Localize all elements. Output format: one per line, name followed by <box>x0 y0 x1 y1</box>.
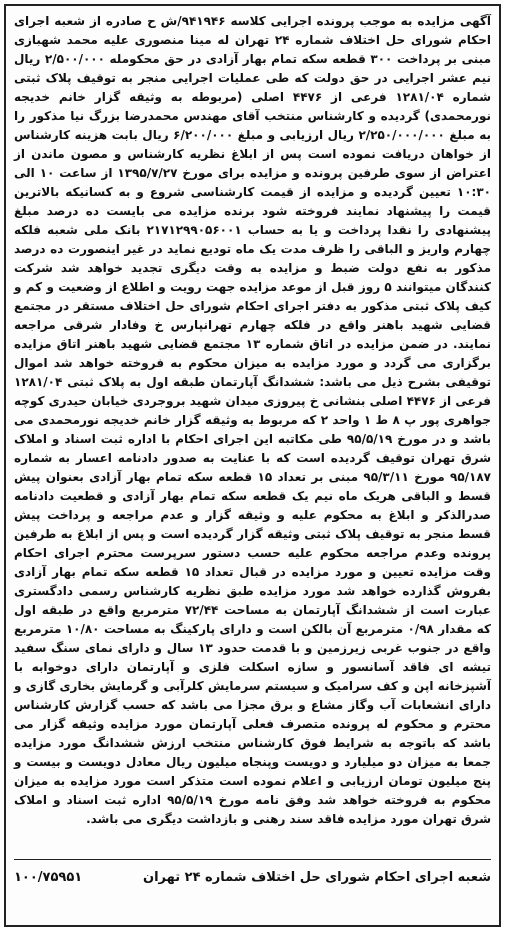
issuer-name: شعبه اجرای احکام شورای حل اختلاف شماره ۲۴ تهران <box>143 869 491 885</box>
notice-body-text: آگهی مزایده به موجب پرونده اجرایی کلاسه ۹۴۱۹۴۶/ش ح صادره از شعبه اجرای احکام شورای حل اختلاف شماره ۲۴ تهران له مینا منصوری علیه محمد شهبازی مبنی بر پرداخت ۳۰۰ قطعه سکه تمام بهار آزادی در حق محکومله ۲/۵۰۰/۰۰۰ ریال نیم عشر اجرایی در حق دولت که طی عملیات اجرایی منجر به توقیف پلاک ثبتی شماره ۱۲۸۱/۰۴ فرعی از ۴۴۷۶ اصلی (مربوطه به وثیقه گزار خانم خدیجه نورمحمدی) گردیده و کارشناس منتخب آقای مهندس محمدرضا بزرگ نیا مذکور را به مبلغ ۲/۲۵۰/۰۰۰/۰۰۰ ریال ارزیابی و مبلغ ۶/۲۰۰/۰۰۰ ریال بابت هزینه کارشناس از خواهان دریافت نموده است پس از ابلاغ نظریه کارشناس و مصون ماندن از اعتراض از سوی طرفین پرونده و مزایده برای مورخ ۱۳۹۵/۷/۲۷ از ساعت ۱۰ الی ۱۰:۳۰ تعیین گردیده و مزایده از قیمت کارشناسی شروع و به کسانیکه بالاترین قیمت را پیشنهاد نمایند فروخته شود برنده مزایده می بایست ده درصد مبلغ پیشنهادی را نقدا پرداخت و یا به حساب ۲۱۷۱۲۹۹۰۵۶۰۰۱ بانک ملی شعبه فلکه چهارم واریز و الباقی را ظرف مدت یک ماه تودیع نماید در غیر اینصورت ده درصد مذکور به نفع دولت ضبط و مزایده به وقت دیگری تجدید خواهد شد شرکت کنندگان میتوانند ۵ روز قبل از موعد مزایده جهت رویت و اطلاع از وضعیت و کم و کیف پلاک ثبتی مذکور به دفتر اجرای احکام شورای حل اختلاف مستقر در مجتمع قضایی شهید باهنر واقع در فلکه چهارم تهرانپارس خ وفادار شرقی مراجعه نمایند. در ضمن مزایده در اتاق شماره ۱۳ مجتمع قضایی شهید باهنر اتاق مزایده برگزاری می گردد و مورد مزایده به میزان محکوم به فروخته خواهد شد اموال توقیفی بشرح ذیل می باشد: ششدانگ آپارتمان طبقه اول به پلاک ثبتی ۱۲۸۱/۰۴ فرعی از ۴۴۷۶ اصلی بنشانی خ پیروزی میدان شهید بروجردی خیابان حیدری کوچه جواهری پور پ ۸ ط ۱ واحد ۲ که مربوط به وثیقه گزار خانم خدیجه نورمحمدی می باشد و در مورخ ۹۵/۵/۱۹ طی مکاتبه این اجرای احکام با اداره ثبت اسناد و املاک شرق تهران توقیف گردیده است که با عنایت به صدور دادنامه اعسار به شماره ۹۵/۱۸۷ مورخ ۹۵/۳/۱۱ مبنی بر تعداد ۱۵ قطعه سکه تمام بهار آزادی بعنوان پیش قسط و الباقی هریک ماه نیم یک قطعه سکه تمام بهار آزادی و قطعیت دادنامه صدرالذکر و ابلاغ به محکوم علیه و وثیقه گزار و عدم مراجعه و پرداخت پیش قسط منجر به توقیف پلاک ثبتی وثیقه گزار گردیده است و پس از ابلاغ به طرفین پرونده وعدم مراجعه محکوم علیه حسب دستور سرپرست محترم اجرای احکام وقت مزایده تعیین و مورد مزایده در قبال تعداد ۱۵ قطعه سکه تمام بهار آزادی بفروش گذارده خواهد شد مورد مزایده طبق نظریه کارشناس رسمی دادگستری عبارت است از ششدانگ آپارتمان به مساحت ۷۲/۴۴ مترمربع واقع در طبقه اول که مقدار ۰/۹۸ مترمربع آن بالکن است و دارای پارکینگ به مساحت ۱۰/۸۰ مترمربع واقع در جنوب غربی زیرزمین و با قدمت حدود ۱۳ سال و دارای نمای سنگ سفید تیشه ای فاقد آسانسور و سازه اسکلت فلزی و آپارتمان دارای دوخوابه با آشپزخانه اپن و کف سرامیک و سیستم سرمایش کلرآبی و گرمایش بخاری گازی و دارای انشعابات آب وگاز مشاع و برق مجزا می باشد که حسب گزارش کارشناس محترم و محکوم له پرونده متصرف فعلی آپارتمان مورد مزایده وثیقه گزار می باشد که باتوجه به شرایط فوق کارشناس منتخب ارزش ششدانگ مورد مزایده جمعا به میزان دو میلیارد و دویست وپنجاه میلیون ریال معادل دویست و بیست و پنج میلیون تومان ارزیابی و اعلام نموده است متذکر است مورد مزایده به میزان محکوم به فروخته خواهد شد وفق نامه مورخ ۹۵/۵/۱۹ اداره ثبت اسناد و املاک شرق تهران مورد مزایده فاقد سند رهنی و بازداشت دیگری می باشد. <box>14 14 492 826</box>
notice-footer <box>14 866 491 888</box>
notice-frame <box>4 4 501 927</box>
footer-divider <box>14 859 491 860</box>
notice-code: ۱۰۰/۷۵۹۵۱ <box>14 869 83 885</box>
